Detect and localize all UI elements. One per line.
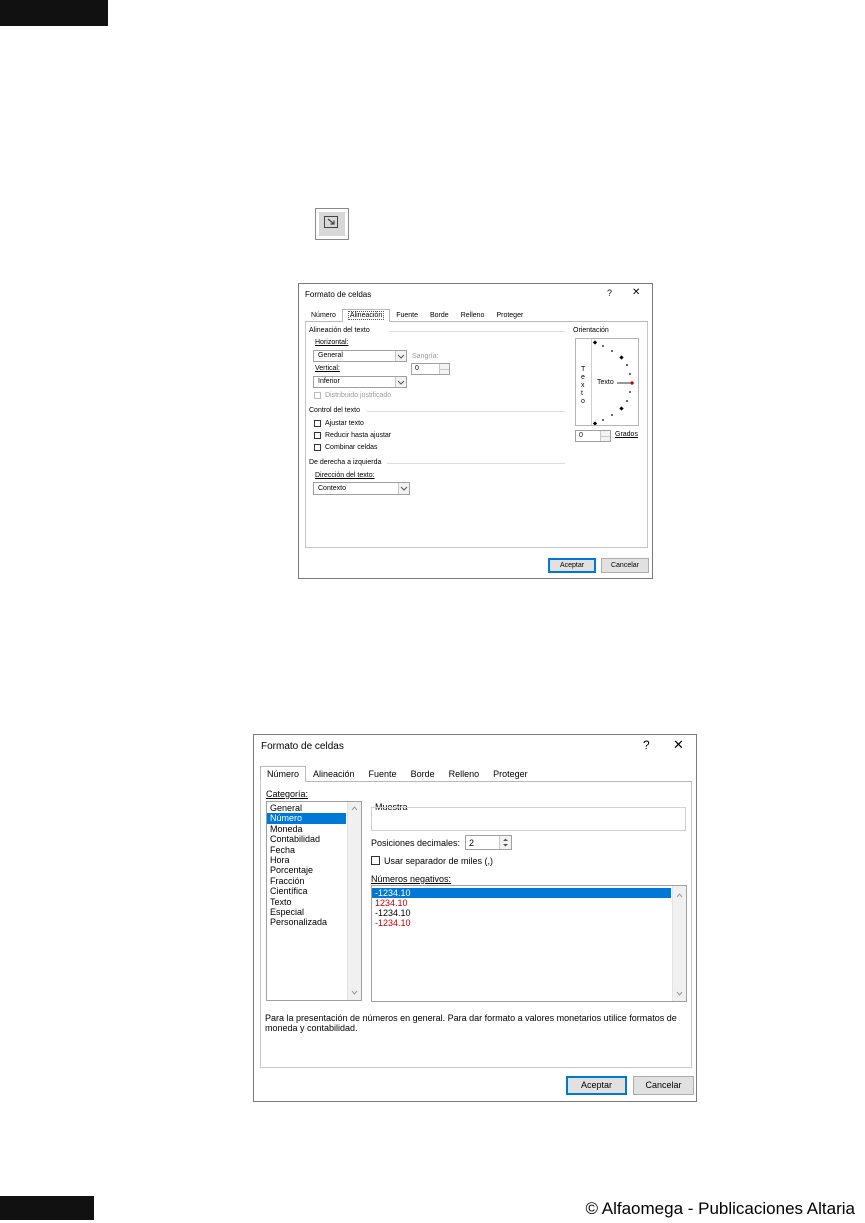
list-item[interactable]: -1234.10 bbox=[372, 888, 671, 898]
dialog-launcher-icon bbox=[324, 216, 338, 228]
copyright-footer: © Alfaomega - Publicaciones Altaria bbox=[585, 1199, 855, 1218]
list-item[interactable]: Hora bbox=[270, 855, 290, 866]
help-button[interactable]: ? bbox=[643, 738, 650, 752]
chevron-down-icon bbox=[395, 377, 406, 387]
tab-proteger[interactable]: Proteger bbox=[496, 312, 524, 319]
list-item[interactable]: Texto bbox=[270, 896, 292, 907]
horizontal-label: Horizontal: bbox=[315, 339, 349, 346]
vertical-select[interactable] bbox=[313, 376, 407, 388]
direction-select[interactable] bbox=[313, 482, 410, 495]
tab-numero[interactable]: Número bbox=[311, 312, 336, 319]
tab-numero[interactable]: Número bbox=[260, 766, 306, 782]
scroll-arrows-icon bbox=[673, 886, 686, 1002]
degrees-label: Grados bbox=[615, 431, 638, 438]
cancel-button[interactable]: Cancelar bbox=[601, 558, 649, 573]
direction-select-value: Contexto bbox=[318, 485, 347, 492]
dialog-title: Formato de celdas bbox=[261, 741, 344, 752]
indent-label: Sangría: bbox=[412, 353, 439, 360]
sample-label: Muestra bbox=[375, 802, 408, 812]
tab-relleno[interactable]: Relleno bbox=[460, 312, 485, 319]
negatives-label: Números negativos: bbox=[371, 874, 452, 884]
list-item[interactable]: Contabilidad bbox=[270, 834, 321, 845]
distributed-checkbox[interactable] bbox=[314, 392, 321, 399]
merge-cells-label: Combinar celdas bbox=[325, 444, 378, 451]
help-button[interactable]: ? bbox=[607, 288, 613, 298]
list-item[interactable]: Moneda bbox=[270, 823, 303, 834]
degrees-stepper[interactable] bbox=[575, 430, 611, 442]
list-item[interactable]: General bbox=[270, 803, 303, 813]
degrees-value: 0 bbox=[579, 432, 583, 439]
orientation-text: Texto bbox=[597, 379, 614, 386]
list-item[interactable]: Fracción bbox=[270, 875, 305, 886]
indent-stepper[interactable] bbox=[411, 363, 450, 375]
up-down-icon bbox=[439, 364, 449, 374]
decimals-value: 2 bbox=[469, 838, 475, 848]
text-alignment-group-label: Alineación del texto bbox=[309, 327, 370, 334]
scroll-arrows-icon bbox=[348, 802, 361, 1001]
distributed-label: Distribuido justificado bbox=[325, 392, 392, 399]
tab-proteger[interactable]: Proteger bbox=[493, 769, 528, 779]
tab-fuente[interactable]: Fuente bbox=[368, 769, 397, 779]
up-down-icon bbox=[600, 431, 610, 441]
list-item[interactable]: -1234.10 bbox=[375, 908, 411, 918]
top-black-bar bbox=[0, 0, 108, 26]
format-cells-dialog-number bbox=[253, 734, 697, 1102]
format-cells-dialog-alignment bbox=[298, 283, 653, 579]
dialog-title: Formato de celdas bbox=[305, 290, 372, 299]
accept-button[interactable]: Aceptar bbox=[548, 558, 596, 573]
merge-cells-checkbox[interactable] bbox=[314, 444, 321, 451]
category-description: Para la presentación de números en general. Para dar formato a valores monetarios utilice formatos de moneda y contabilidad. bbox=[265, 1013, 677, 1033]
horizontal-select[interactable] bbox=[313, 350, 407, 362]
shrink-checkbox[interactable] bbox=[314, 432, 321, 439]
thousands-separator-checkbox[interactable] bbox=[371, 856, 380, 865]
decimals-label: Posiciones decimales: bbox=[371, 838, 461, 848]
thousands-separator-label: Usar separador de miles (,) bbox=[384, 856, 494, 866]
horizontal-select-value: General bbox=[318, 352, 343, 359]
chevron-down-icon bbox=[398, 483, 409, 494]
negative-numbers-list[interactable] bbox=[371, 885, 687, 1002]
list-item[interactable]: 1234.10 bbox=[375, 898, 408, 908]
rtl-group-label: De derecha a izquierda bbox=[309, 459, 382, 466]
bottom-black-bar bbox=[0, 1196, 94, 1220]
tab-alineacion[interactable]: Alineación bbox=[313, 769, 355, 779]
list-item[interactable]: -1234.10 bbox=[375, 918, 411, 928]
list-item[interactable]: Personalizada bbox=[270, 917, 328, 928]
tab-fuente[interactable]: Fuente bbox=[396, 312, 419, 319]
vertical-label: Vertical: bbox=[315, 365, 340, 372]
sample-box bbox=[371, 807, 686, 831]
tab-borde[interactable]: Borde bbox=[410, 769, 435, 779]
chevron-down-icon bbox=[395, 351, 406, 361]
vertical-select-value: Inferior bbox=[318, 378, 340, 385]
negatives-scrollbar[interactable] bbox=[672, 886, 686, 1001]
vertical-text-button[interactable]: T e x t o bbox=[576, 339, 592, 425]
text-control-group-label: Control del texto bbox=[309, 407, 360, 414]
decimals-stepper[interactable] bbox=[465, 835, 512, 850]
list-item[interactable]: Número bbox=[267, 813, 346, 823]
up-down-icon bbox=[499, 836, 511, 849]
close-icon[interactable]: ✕ bbox=[632, 287, 641, 298]
list-item[interactable]: Científica bbox=[270, 886, 308, 897]
shrink-label: Reducir hasta ajustar bbox=[325, 432, 392, 439]
tab-relleno[interactable]: Relleno bbox=[448, 769, 480, 779]
close-icon[interactable]: ✕ bbox=[673, 737, 684, 752]
orientation-group-label: Orientación bbox=[573, 327, 609, 334]
tab-alineacion[interactable]: Alineación bbox=[342, 309, 390, 322]
wrap-text-checkbox[interactable] bbox=[314, 420, 321, 427]
list-item[interactable]: Porcentaje bbox=[270, 865, 314, 876]
direction-label: Dirección del texto: bbox=[315, 472, 375, 479]
category-label: Categoría: bbox=[266, 789, 309, 799]
indent-value: 0 bbox=[415, 365, 419, 372]
accept-button[interactable]: Aceptar bbox=[566, 1076, 627, 1095]
dialog-launcher-button[interactable] bbox=[315, 208, 349, 240]
category-list[interactable] bbox=[266, 801, 362, 1001]
list-item[interactable]: Especial bbox=[270, 907, 305, 918]
category-scrollbar[interactable] bbox=[347, 802, 361, 1000]
tab-borde[interactable]: Borde bbox=[430, 312, 449, 319]
wrap-text-label: Ajustar texto bbox=[325, 420, 364, 427]
list-item[interactable]: Fecha bbox=[270, 844, 296, 855]
cancel-button[interactable]: Cancelar bbox=[633, 1076, 694, 1095]
